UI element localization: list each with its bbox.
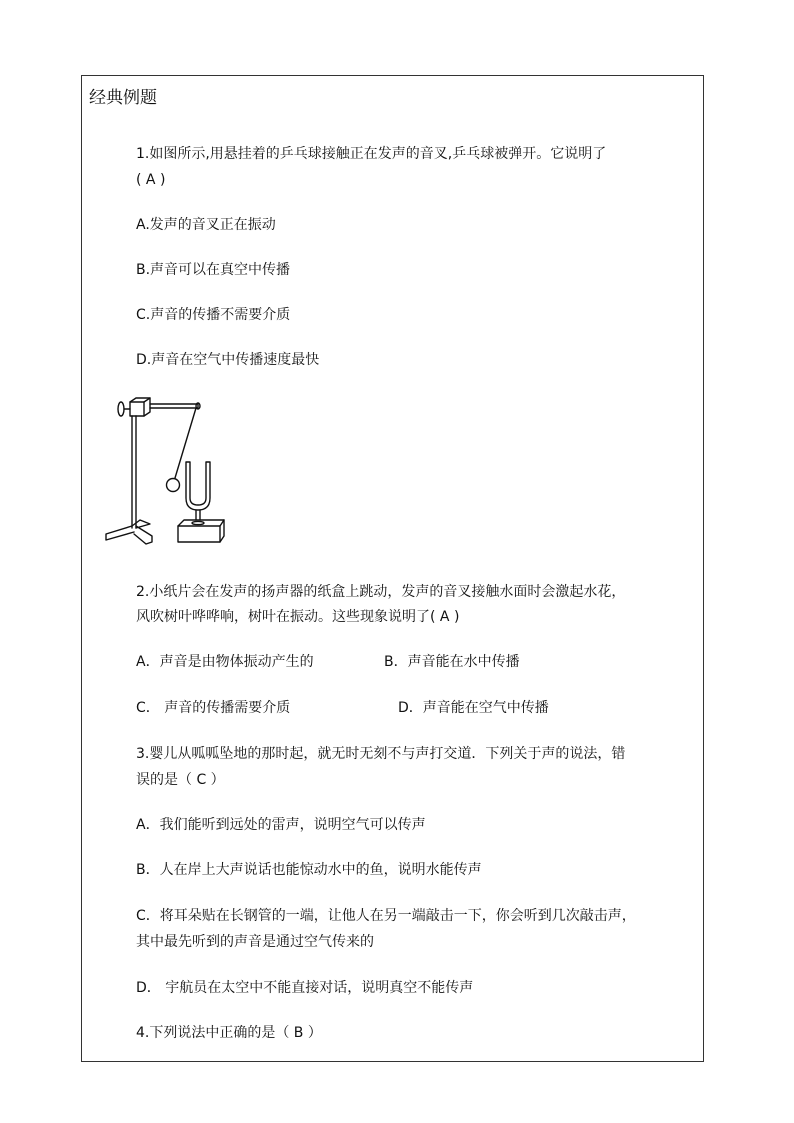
- question-2-option-c: C． 声音的传播需要介质: [136, 700, 291, 716]
- question-4-stem: 4.下列说法中正确的是（ B ）: [136, 1025, 322, 1041]
- question-1-answer: ( A ): [136, 172, 166, 188]
- question-3-stem-line-1: 3.婴儿从呱呱坠地的那时起，就无时无刻不与声打交道．下列关于声的说法，错: [136, 746, 626, 762]
- question-3-option-b: B．人在岸上大声说话也能惊动水中的鱼，说明水能传声: [136, 862, 482, 878]
- question-2-option-a: A．声音是由物体振动产生的: [136, 654, 314, 670]
- question-3-option-d: D． 宇航员在太空中不能直接对话，说明真空不能传声: [136, 980, 474, 996]
- question-2-stem-line-1: 2.小纸片会在发声的扬声器的纸盒上跳动，发声的音叉接触水面时会激起水花，: [136, 584, 626, 600]
- question-2-option-d: D．声音能在空气中传播: [398, 700, 549, 716]
- question-1-stem: 1.如图所示,用悬挂着的乒乓球接触正在发声的音叉,乒乓球被弹开。它说明了: [136, 146, 607, 162]
- question-1-option-d: D.声音在空气中传播速度最快: [136, 352, 320, 368]
- question-2-option-b: B．声音能在水中传播: [384, 654, 520, 670]
- question-3-stem-line-2: 误的是（ C ）: [136, 772, 225, 788]
- section-title: 经典例题: [89, 88, 157, 108]
- question-3-option-a: A．我们能听到远处的雷声，说明空气可以传声: [136, 817, 426, 833]
- question-2-stem-line-2: 风吹树叶哗哗响，树叶在振动。这些现象说明了( A ): [136, 609, 460, 625]
- question-3-option-c-line-1: C．将耳朵贴在长钢管的一端，让他人在另一端敲击一下，你会听到几次敲击声，: [136, 908, 636, 924]
- question-1-option-b: B.声音可以在真空中传播: [136, 262, 291, 278]
- question-1-option-a: A.发声的音叉正在振动: [136, 217, 276, 233]
- question-1-option-c: C.声音的传播不需要介质: [136, 307, 291, 323]
- question-3-option-c-line-2: 其中最先听到的声音是通过空气传来的: [136, 934, 374, 950]
- tuning-fork-pendulum-figure: [100, 392, 230, 550]
